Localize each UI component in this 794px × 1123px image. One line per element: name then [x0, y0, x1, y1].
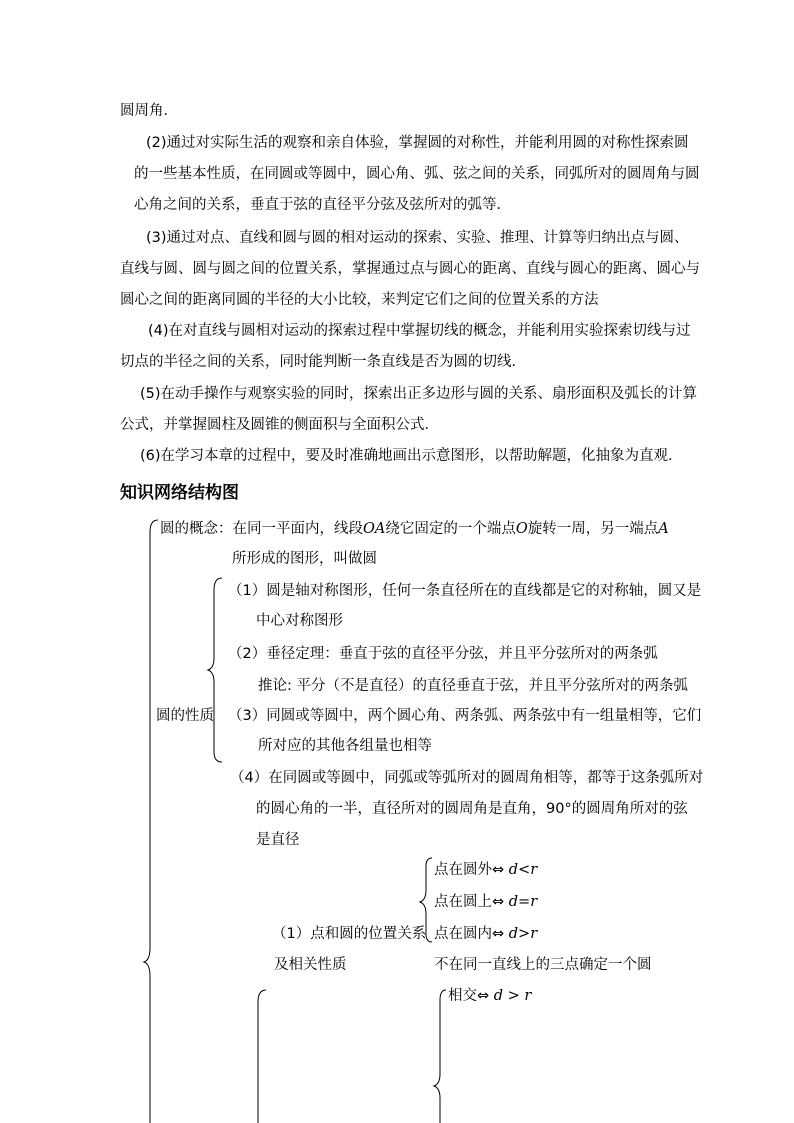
- point-circle-label-line-2: 及相关性质: [274, 957, 347, 973]
- paragraph-6: (6)在学习本章的过程中，要及时准确地画出示意图形，以帮助解题，化抽象为直观．: [140, 448, 683, 464]
- paragraph-2-line-2: 的一些基本性质，在同圆或等圆中，圆心角、弧、弦之间的关系，同弧所对的圆周角与圆: [134, 166, 700, 182]
- lower-brace-left: [258, 990, 266, 1123]
- circle-concept-line-2: 所形成的图形，叫做圆: [232, 551, 377, 567]
- paragraph-1-tail: 圆周角．: [120, 103, 178, 119]
- paragraph-3-line-3: 圆心之间的距离同圆的半径的大小比较，来判定它们之间的位置关系的方法: [120, 292, 599, 308]
- circle-concept-line-1: 圆的概念：在同一平面内，线段OA绕它固定的一个端点O旋转一周，另一端点A: [160, 521, 669, 537]
- paragraph-2-line-1: (2)通过对实际生活的观察和亲自体验，掌握圆的对称性，并能利用圆的对称性探索圆: [146, 135, 689, 151]
- paragraph-5-line-1: (5)在动手操作与观察实验的同时，探索出正多边形与圆的关系、扇形面积及弧长的计算: [140, 386, 698, 402]
- property-4-line-2: 的圆心角的一半，直径所对的圆周角是直角，90°的圆周角所对的弦: [256, 801, 688, 817]
- paragraph-4-line-2: 切点的半径之间的关系，同时能判断一条直线是否为圆的切线．: [120, 354, 526, 370]
- three-points-rule: 不在同一直线上的三点确定一个圆: [434, 957, 652, 973]
- property-3-line-2: 所对应的其他各组量也相等: [258, 738, 432, 754]
- property-1-line-1: （1）圆是轴对称图形，任何一条直径所在的直线都是它的对称轴，圆又是: [228, 583, 702, 599]
- paragraph-5-line-2: 公式，并掌握圆柱及圆锥的侧面积与全面积公式．: [120, 417, 439, 433]
- paragraph-4-line-1: (4)在对直线与圆相对运动的探索过程中掌握切线的概念，并能利用实验探索切线与过: [148, 323, 691, 339]
- property-4-line-3: 是直径: [256, 832, 300, 848]
- point-inside-circle: 点在圆内⇔ d>r: [434, 926, 538, 942]
- property-2-theorem: （2）垂径定理：垂直于弦的直径平分弦，并且平分弦所对的两条弧: [228, 646, 658, 662]
- line-intersects-circle: 相交⇔ d > r: [448, 988, 532, 1004]
- property-2-corollary: 推论: 平分（不是直径）的直径垂直于弦，并且平分弦所对的两条弧: [258, 678, 688, 694]
- properties-brace: [208, 578, 222, 762]
- property-4-line-1: （4）在同圆或等圆中，同弧或等弧所对的圆周角相等，都等于这条弧所对: [230, 770, 704, 786]
- point-on-circle: 点在圆上⇔ d=r: [434, 894, 538, 910]
- paragraph-2-line-3: 心角之间的关系，垂直于弦的直径平分弦及弦所对的弧等．: [134, 197, 511, 213]
- section-heading: 知识网络结构图: [120, 483, 239, 503]
- property-1-line-2: 中心对称图形: [256, 613, 343, 629]
- point-outside-circle: 点在圆外⇔ d<r: [434, 862, 538, 878]
- point-circle-label-line-1: （1）点和圆的位置关系: [272, 926, 427, 942]
- paragraph-3-line-1: (3)通过对点、直线和圆与圆的相对运动的探索、实验、推理、计算等归纳出点与圆、: [146, 230, 689, 246]
- outer-brace: [144, 520, 158, 1123]
- line-circle-brace: [434, 990, 446, 1123]
- property-3-line-1: （3）同圆或等圆中，两个圆心角、两条弧、两条弦中有一组量相等，它们: [228, 708, 702, 724]
- properties-label: 圆的性质: [156, 708, 214, 724]
- paragraph-3-line-2: 直线与圆、圆与圆之间的位置关系，掌握通过点与圆心的距离、直线与圆心的距离、圆心与: [120, 261, 700, 277]
